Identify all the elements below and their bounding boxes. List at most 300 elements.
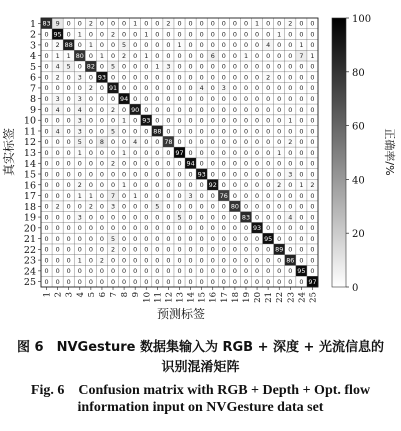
heatmap-cell-value: 0 bbox=[188, 19, 193, 28]
heatmap-cell-value: 0 bbox=[88, 181, 93, 190]
heatmap-cell-value: 0 bbox=[44, 191, 49, 200]
heatmap-cell-value: 0 bbox=[243, 159, 249, 168]
heatmap-cell-value: 0 bbox=[221, 234, 226, 243]
heatmap-cell-value: 0 bbox=[122, 159, 127, 168]
heatmap-cell-value: 0 bbox=[232, 127, 237, 136]
heatmap-cell-value: 0 bbox=[66, 159, 71, 168]
heatmap-cell-value: 0 bbox=[133, 181, 138, 190]
heatmap-cell-value: 0 bbox=[166, 30, 171, 39]
heatmap-cell-value: 0 bbox=[133, 148, 138, 157]
heatmap-cell-value: 0 bbox=[199, 202, 204, 211]
heatmap-cell-value: 0 bbox=[277, 116, 282, 125]
heatmap-cell-value: 0 bbox=[110, 170, 116, 179]
heatmap-cell-value: 0 bbox=[177, 51, 182, 60]
heatmap-cell-value: 0 bbox=[177, 234, 182, 243]
heatmap-cell-value: 0 bbox=[221, 19, 226, 28]
heatmap-cell-value: 0 bbox=[88, 127, 93, 136]
heatmap-cell-value: 0 bbox=[232, 138, 237, 147]
heatmap-cell-value: 0 bbox=[232, 51, 237, 60]
heatmap-cell-value: 0 bbox=[310, 191, 315, 200]
heatmap-cell-value: 0 bbox=[88, 159, 93, 168]
heatmap-cell-value: 0 bbox=[266, 19, 271, 28]
heatmap-cell-value: 0 bbox=[310, 95, 315, 103]
heatmap-cell-value: 0 bbox=[144, 277, 149, 286]
heatmap-cell-value: 0 bbox=[243, 267, 249, 276]
heatmap-cell-value: 0 bbox=[199, 19, 204, 28]
heatmap-cell-value: 2 bbox=[310, 181, 315, 190]
heatmap-cell-value: 0 bbox=[66, 245, 71, 254]
heatmap-cell-value: 0 bbox=[210, 95, 215, 103]
heatmap-cell-value: 0 bbox=[277, 73, 282, 82]
x-tick-label: 15 bbox=[197, 292, 208, 303]
heatmap-cell-value: 0 bbox=[299, 84, 304, 93]
heatmap-cell-value: 0 bbox=[166, 51, 171, 60]
heatmap-cell-value: 94 bbox=[120, 95, 129, 103]
heatmap-cell-value: 0 bbox=[122, 73, 127, 82]
x-tick-label: 20 bbox=[253, 292, 264, 303]
heatmap-cell-value: 0 bbox=[199, 256, 204, 265]
heatmap-cell-value: 7 bbox=[110, 191, 116, 200]
heatmap-cell-value: 0 bbox=[188, 62, 193, 71]
heatmap-cell-value: 0 bbox=[243, 105, 249, 114]
heatmap-cell-value: 0 bbox=[55, 170, 60, 179]
heatmap-cell-value: 7 bbox=[299, 51, 304, 60]
heatmap-cell-value: 0 bbox=[243, 95, 249, 103]
y-tick-label: 4 bbox=[29, 51, 36, 63]
heatmap-cell-value: 0 bbox=[255, 213, 260, 222]
heatmap-cell-value: 0 bbox=[232, 256, 237, 265]
heatmap-cell-value: 0 bbox=[221, 127, 226, 136]
colorbar-tick-label: 0 bbox=[352, 283, 359, 294]
heatmap-cell-value: 0 bbox=[288, 191, 293, 200]
heatmap-cell-value: 0 bbox=[110, 51, 116, 60]
heatmap-cell-value: 0 bbox=[144, 62, 149, 71]
heatmap-cell-value: 0 bbox=[44, 159, 49, 168]
heatmap-cell-value: 0 bbox=[44, 84, 49, 93]
heatmap-cell-value: 0 bbox=[199, 127, 204, 136]
heatmap-cell-value: 0 bbox=[55, 84, 60, 93]
heatmap-cell-value: 0 bbox=[177, 127, 182, 136]
heatmap-cell-value: 0 bbox=[232, 41, 237, 50]
heatmap-cell-value: 0 bbox=[255, 191, 260, 200]
heatmap-cell-value: 0 bbox=[144, 41, 149, 50]
heatmap-cell-value: 0 bbox=[288, 95, 293, 103]
heatmap-cell-value: 0 bbox=[277, 51, 282, 60]
heatmap-cell-value: 0 bbox=[155, 213, 160, 222]
heatmap-cell-value: 0 bbox=[66, 256, 71, 265]
x-tick-label: 8 bbox=[120, 292, 131, 298]
heatmap-cell-value: 1 bbox=[77, 148, 82, 157]
heatmap-cell-value: 0 bbox=[210, 202, 215, 211]
heatmap-cell-value: 0 bbox=[288, 105, 293, 114]
heatmap-cell-value: 0 bbox=[199, 51, 204, 60]
heatmap-cell-value: 0 bbox=[99, 245, 104, 254]
heatmap-cell-value: 0 bbox=[288, 245, 293, 254]
heatmap-cell-value: 0 bbox=[188, 245, 193, 254]
heatmap-cell-value: 0 bbox=[66, 138, 71, 147]
heatmap-cell-value: 0 bbox=[288, 159, 293, 168]
heatmap-cell-value: 93 bbox=[252, 224, 262, 233]
heatmap-cell-value: 0 bbox=[110, 148, 116, 157]
colorbar-tick-label: 20 bbox=[352, 229, 365, 241]
heatmap-cell-value: 0 bbox=[177, 202, 182, 211]
heatmap-cell-value: 4 bbox=[55, 62, 60, 71]
heatmap-cell-value: 0 bbox=[88, 213, 93, 222]
y-tick-label: 5 bbox=[29, 61, 36, 73]
heatmap-cell-value: 83 bbox=[241, 213, 251, 222]
heatmap-cell-value: 0 bbox=[299, 224, 304, 233]
heatmap-cell-value: 0 bbox=[266, 213, 271, 222]
heatmap-cell-value: 0 bbox=[199, 30, 204, 39]
heatmap-cell-value: 0 bbox=[255, 62, 260, 71]
heatmap-cell-value: 0 bbox=[155, 191, 160, 200]
heatmap-cell-value: 0 bbox=[166, 267, 171, 276]
heatmap-cell-value: 0 bbox=[210, 256, 215, 265]
heatmap-cell-value: 1 bbox=[88, 41, 93, 50]
heatmap-cell-value: 0 bbox=[288, 62, 293, 71]
heatmap-cell-value: 0 bbox=[177, 267, 182, 276]
heatmap-cell-value: 0 bbox=[266, 51, 271, 60]
colorbar-label: 正确率/% bbox=[383, 128, 396, 176]
heatmap-cell-value: 1 bbox=[133, 19, 138, 28]
x-tick-label: 25 bbox=[308, 292, 319, 303]
heatmap-cell-value: 0 bbox=[310, 19, 315, 28]
heatmap-cell-value: 0 bbox=[299, 30, 304, 39]
heatmap-cell-value: 0 bbox=[199, 116, 204, 125]
heatmap-cell-value: 1 bbox=[144, 30, 149, 39]
heatmap-cell-value: 0 bbox=[144, 213, 149, 222]
heatmap-cell-value: 1 bbox=[133, 191, 138, 200]
heatmap-cell-value: 0 bbox=[243, 19, 249, 28]
heatmap-cell-value: 0 bbox=[144, 245, 149, 254]
heatmap-cell-value: 2 bbox=[55, 41, 60, 50]
heatmap-cell-value: 5 bbox=[77, 138, 82, 147]
heatmap-cell-value: 0 bbox=[288, 51, 293, 60]
heatmap-cell-value: 0 bbox=[44, 181, 49, 190]
heatmap-cell-value: 0 bbox=[188, 277, 193, 286]
heatmap-cell-value: 0 bbox=[199, 73, 204, 82]
heatmap-cell-value: 0 bbox=[210, 213, 215, 222]
heatmap-cell-value: 0 bbox=[133, 170, 138, 179]
heatmap-cell-value: 3 bbox=[77, 213, 82, 222]
heatmap-cell-value: 0 bbox=[266, 105, 271, 114]
heatmap-cell-value: 0 bbox=[155, 267, 160, 276]
heatmap-cell-value: 0 bbox=[155, 51, 160, 60]
heatmap-cell-value: 0 bbox=[166, 84, 171, 93]
heatmap-cell-value: 0 bbox=[44, 138, 49, 147]
heatmap-cell-value: 0 bbox=[77, 245, 82, 254]
heatmap-cell-value: 0 bbox=[232, 73, 237, 82]
heatmap-cell-value: 5 bbox=[155, 202, 160, 211]
heatmap-cell-value: 0 bbox=[110, 19, 116, 28]
heatmap-cell-value: 0 bbox=[188, 138, 193, 147]
heatmap-cell-value: 83 bbox=[42, 19, 51, 28]
heatmap-cell-value: 0 bbox=[299, 277, 304, 286]
heatmap-cell-value: 0 bbox=[199, 213, 204, 222]
heatmap-cell-value: 80 bbox=[230, 202, 239, 211]
heatmap-cell-value: 0 bbox=[277, 19, 282, 28]
heatmap-cell-value: 90 bbox=[131, 105, 140, 114]
heatmap-cell-value: 0 bbox=[221, 181, 226, 190]
heatmap-cell-value: 0 bbox=[66, 191, 71, 200]
heatmap-cell-value: 0 bbox=[266, 202, 271, 211]
heatmap-cell-value: 0 bbox=[277, 84, 282, 93]
heatmap-cell-value: 0 bbox=[221, 148, 226, 157]
heatmap-cell-value: 0 bbox=[232, 245, 237, 254]
heatmap-cell-value: 0 bbox=[277, 62, 282, 71]
heatmap-cell-value: 0 bbox=[66, 267, 71, 276]
heatmap-cell-value: 0 bbox=[232, 116, 237, 125]
heatmap-cell-value: 0 bbox=[199, 191, 204, 200]
y-tick-label: 13 bbox=[23, 148, 36, 159]
heatmap-cell-value: 0 bbox=[299, 245, 304, 254]
heatmap-cell-value: 0 bbox=[55, 277, 60, 286]
heatmap-cell-value: 0 bbox=[255, 234, 260, 243]
heatmap-cell-value: 0 bbox=[44, 51, 49, 60]
heatmap-cell-value: 0 bbox=[177, 73, 182, 82]
heatmap-cell-value: 0 bbox=[232, 213, 237, 222]
heatmap-cell-value: 0 bbox=[199, 277, 204, 286]
heatmap-cell-value: 0 bbox=[144, 202, 149, 211]
heatmap-cell-value: 0 bbox=[166, 256, 171, 265]
heatmap-cell-value: 0 bbox=[55, 224, 60, 233]
x-tick-label: 14 bbox=[186, 292, 197, 303]
heatmap-cell-value: 4 bbox=[55, 105, 60, 114]
heatmap-cell-value: 0 bbox=[55, 181, 60, 190]
heatmap-cell-value: 0 bbox=[44, 62, 49, 71]
heatmap-cell-value: 0 bbox=[133, 224, 138, 233]
heatmap-cell-value: 0 bbox=[243, 127, 249, 136]
heatmap-cell-value: 0 bbox=[199, 41, 204, 50]
heatmap-cell-value: 0 bbox=[88, 95, 93, 103]
x-tick-label: 19 bbox=[241, 292, 252, 303]
heatmap-cell-value: 0 bbox=[288, 127, 293, 136]
heatmap-cell-value: 0 bbox=[99, 41, 104, 50]
heatmap-cell-value: 0 bbox=[266, 84, 271, 93]
heatmap-cell-value: 1 bbox=[99, 51, 104, 60]
heatmap-cell-value: 0 bbox=[255, 181, 260, 190]
y-tick-label: 7 bbox=[29, 83, 36, 95]
heatmap-cell-value: 0 bbox=[277, 202, 282, 211]
heatmap-cell-value: 0 bbox=[66, 170, 71, 179]
heatmap-cell-value: 0 bbox=[110, 256, 116, 265]
heatmap-cell-value: 0 bbox=[243, 245, 249, 254]
colorbar-tick-label: 60 bbox=[352, 121, 365, 133]
heatmap-cell-value: 0 bbox=[199, 148, 204, 157]
heatmap-cell-value: 0 bbox=[166, 73, 171, 82]
heatmap-cell-value: 0 bbox=[166, 181, 171, 190]
heatmap-cell-value: 0 bbox=[122, 138, 127, 147]
heatmap-cell-value: 2 bbox=[288, 19, 293, 28]
heatmap-cell-value: 95 bbox=[297, 267, 306, 276]
heatmap-cell-value: 0 bbox=[110, 224, 116, 233]
heatmap-cell-value: 0 bbox=[166, 95, 171, 103]
heatmap-cell-value: 0 bbox=[77, 62, 82, 71]
heatmap-cell-value: 0 bbox=[221, 116, 226, 125]
heatmap-cell-value: 0 bbox=[210, 116, 215, 125]
heatmap-cell-value: 0 bbox=[232, 105, 237, 114]
heatmap-cell-value: 0 bbox=[122, 62, 127, 71]
heatmap-cell-value: 1 bbox=[255, 19, 260, 28]
heatmap-cell-value: 0 bbox=[199, 95, 204, 103]
heatmap-cell-value: 0 bbox=[155, 41, 160, 50]
heatmap-cell-value: 0 bbox=[166, 245, 171, 254]
x-tick-label: 23 bbox=[286, 292, 297, 303]
y-tick-label: 9 bbox=[29, 104, 36, 116]
heatmap-cell-value: 0 bbox=[266, 138, 271, 147]
heatmap-cell-value: 0 bbox=[188, 202, 193, 211]
heatmap-cell-value: 0 bbox=[66, 234, 71, 243]
heatmap-cell-value: 0 bbox=[310, 105, 315, 114]
heatmap-cell-value: 92 bbox=[208, 181, 217, 190]
heatmap-cell-value: 88 bbox=[64, 41, 73, 50]
heatmap-cell-value: 0 bbox=[232, 95, 237, 103]
heatmap-cell-value: 0 bbox=[133, 62, 138, 71]
heatmap-cell-value: 0 bbox=[310, 256, 315, 265]
heatmap-cell-value: 0 bbox=[44, 73, 49, 82]
heatmap-cell-value: 0 bbox=[255, 30, 260, 39]
colorbar-ticks bbox=[346, 14, 371, 294]
heatmap-cell-value: 0 bbox=[155, 19, 160, 28]
heatmap-cell-value: 0 bbox=[155, 170, 160, 179]
heatmap-cell-value: 91 bbox=[108, 84, 118, 93]
heatmap-cell-value: 3 bbox=[221, 84, 226, 93]
heatmap-cell-value: 0 bbox=[166, 127, 171, 136]
y-tick-label: 18 bbox=[23, 201, 36, 213]
heatmap-cell-value: 0 bbox=[155, 138, 160, 147]
heatmap-cell-value: 0 bbox=[188, 127, 193, 136]
heatmap-cell-value: 0 bbox=[299, 170, 304, 179]
heatmap-cell-value: 0 bbox=[310, 170, 315, 179]
heatmap-cell-value: 0 bbox=[266, 95, 271, 103]
heatmap-cell-value: 0 bbox=[243, 277, 249, 286]
y-tick-label: 15 bbox=[23, 169, 36, 181]
heatmap-cell-value: 0 bbox=[210, 73, 215, 82]
heatmap-cell-value: 0 bbox=[133, 159, 138, 168]
heatmap-cell-value: 0 bbox=[99, 105, 104, 114]
heatmap-cell-value: 0 bbox=[55, 159, 60, 168]
heatmap-cell-value: 1 bbox=[243, 51, 249, 60]
heatmap-cell-value: 0 bbox=[310, 234, 315, 243]
heatmap-cell-value: 0 bbox=[255, 105, 260, 114]
heatmap-cell-value: 86 bbox=[286, 256, 295, 265]
heatmap-cell-value: 0 bbox=[55, 234, 60, 243]
heatmap-cell-value: 0 bbox=[177, 170, 182, 179]
heatmap-cell-value: 0 bbox=[66, 19, 71, 28]
heatmap-cell-value: 4 bbox=[266, 41, 271, 50]
heatmap-cell-value: 0 bbox=[310, 224, 315, 233]
heatmap-cell-value: 0 bbox=[310, 73, 315, 82]
x-tick-label: 7 bbox=[109, 292, 120, 298]
heatmap-cell-value: 4 bbox=[199, 84, 204, 93]
heatmap-cell-value: 0 bbox=[144, 224, 149, 233]
heatmap-cell-value: 0 bbox=[310, 213, 315, 222]
heatmap-cell-value: 0 bbox=[277, 277, 282, 286]
heatmap-cell-value: 95 bbox=[53, 30, 62, 39]
heatmap-cell-value: 0 bbox=[299, 191, 304, 200]
heatmap-cell-value: 0 bbox=[122, 213, 127, 222]
heatmap-cell-value: 0 bbox=[310, 159, 315, 168]
heatmap-cell-value: 0 bbox=[266, 191, 271, 200]
heatmap-cell-value: 0 bbox=[77, 19, 82, 28]
heatmap-cell-value: 0 bbox=[188, 170, 193, 179]
heatmap-cell-value: 0 bbox=[99, 170, 104, 179]
y-tick-label: 17 bbox=[23, 191, 36, 203]
heatmap-cell-value: 0 bbox=[177, 138, 182, 147]
heatmap-cell-value: 0 bbox=[221, 73, 226, 82]
heatmap-cell-value: 5 bbox=[110, 62, 116, 71]
heatmap-cell-value: 0 bbox=[155, 30, 160, 39]
heatmap-cell-value: 0 bbox=[55, 213, 60, 222]
heatmap-cell-value: 0 bbox=[144, 73, 149, 82]
heatmap-cell-value: 0 bbox=[144, 159, 149, 168]
heatmap-cell-value: 1 bbox=[122, 148, 127, 157]
heatmap-cell-value: 0 bbox=[199, 267, 204, 276]
heatmap-cell-value: 1 bbox=[66, 51, 71, 60]
heatmap-cell-value: 0 bbox=[77, 170, 82, 179]
heatmap-cell-value: 0 bbox=[88, 245, 93, 254]
heatmap-cell-value: 0 bbox=[221, 51, 226, 60]
heatmap-cell-value: 0 bbox=[255, 95, 260, 103]
heatmap-cell-value: 0 bbox=[266, 116, 271, 125]
y-tick-label: 6 bbox=[29, 72, 36, 84]
heatmap-cell-value: 0 bbox=[232, 234, 237, 243]
heatmap-cell-value: 0 bbox=[66, 30, 71, 39]
heatmap-cell-value: 0 bbox=[122, 234, 127, 243]
heatmap-cell-value: 0 bbox=[55, 245, 60, 254]
heatmap-cell-value: 0 bbox=[110, 138, 116, 147]
heatmap-cell-value: 2 bbox=[166, 19, 171, 28]
x-tick-label: 24 bbox=[297, 292, 308, 303]
heatmap-cell-value: 1 bbox=[77, 30, 82, 39]
heatmap-cell-value: 3 bbox=[188, 191, 193, 200]
heatmap-cell-value: 95 bbox=[264, 234, 273, 243]
heatmap-cell-value: 0 bbox=[288, 84, 293, 93]
heatmap-cell-value: 0 bbox=[255, 84, 260, 93]
heatmap-cell-value: 4 bbox=[55, 127, 60, 136]
heatmap-cell-value: 0 bbox=[210, 224, 215, 233]
heatmap-cell-value: 1 bbox=[77, 256, 82, 265]
heatmap-cell-value: 0 bbox=[255, 41, 260, 50]
heatmap-cell-value: 0 bbox=[122, 30, 127, 39]
heatmap-cell-value: 0 bbox=[122, 224, 127, 233]
heatmap-cell-value: 0 bbox=[310, 116, 315, 125]
heatmap-cell-value: 0 bbox=[133, 234, 138, 243]
heatmap-cell-value: 0 bbox=[166, 202, 171, 211]
x-tick-label: 18 bbox=[230, 292, 241, 303]
heatmap-cell-value: 0 bbox=[166, 105, 171, 114]
heatmap-cell-value: 93 bbox=[197, 170, 206, 179]
x-tick-label: 22 bbox=[275, 292, 286, 303]
heatmap-cell-value: 0 bbox=[177, 116, 182, 125]
heatmap-cell-value: 0 bbox=[310, 202, 315, 211]
heatmap-cell-value: 0 bbox=[155, 245, 160, 254]
heatmap-cell-value: 0 bbox=[188, 30, 193, 39]
heatmap-cell-value: 0 bbox=[44, 234, 49, 243]
heatmap-cell-value: 0 bbox=[277, 256, 282, 265]
heatmap-cell-value: 0 bbox=[188, 256, 193, 265]
heatmap-cell-value: 0 bbox=[44, 127, 49, 136]
heatmap-cell-value: 0 bbox=[232, 84, 237, 93]
heatmap-cell-value: 0 bbox=[310, 41, 315, 50]
heatmap-cell-value: 0 bbox=[310, 245, 315, 254]
heatmap-cell-value: 0 bbox=[188, 267, 193, 276]
heatmap-cell-value: 0 bbox=[110, 277, 116, 286]
heatmap-cell-value: 0 bbox=[310, 84, 315, 93]
heatmap-cell-value: 0 bbox=[299, 105, 304, 114]
heatmap-cell-value: 2 bbox=[99, 256, 104, 265]
heatmap-cell-value: 0 bbox=[243, 256, 249, 265]
